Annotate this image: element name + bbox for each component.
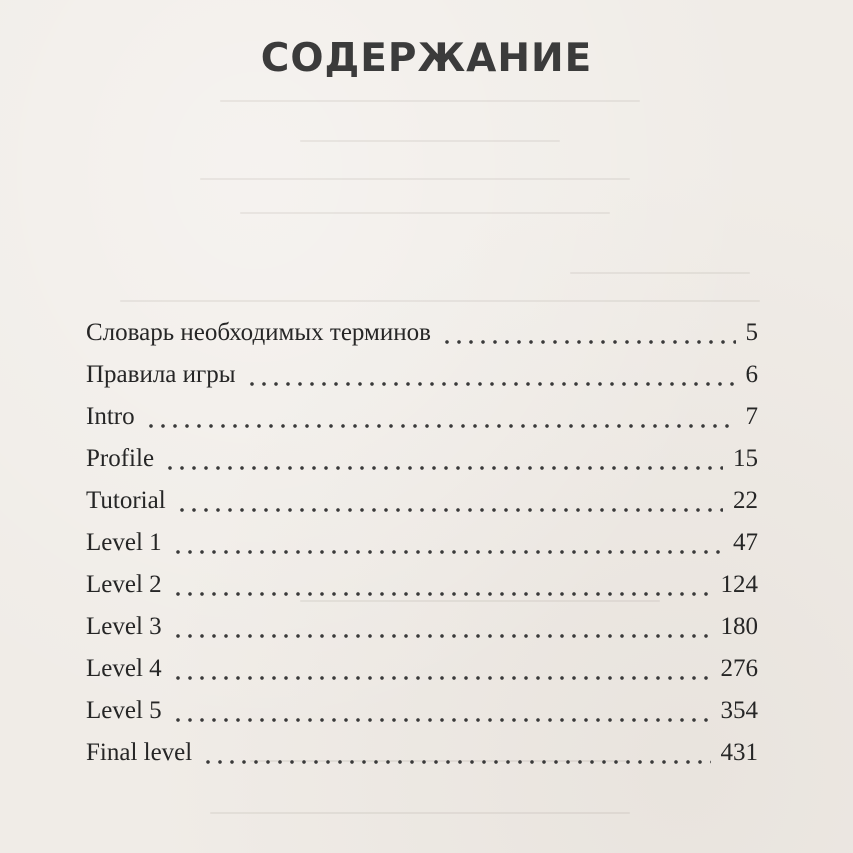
toc-entry-page-number: 15	[733, 445, 758, 472]
toc-entry	[86, 396, 758, 438]
toc-entry-title: Profile	[86, 445, 155, 472]
toc-entry-title: Intro	[86, 403, 135, 430]
dot-leader	[176, 506, 723, 514]
toc-entry	[86, 312, 758, 354]
toc-entry-page-number: 6	[745, 361, 758, 388]
toc-entry-title: Словарь необходимых терминов	[86, 319, 431, 346]
toc-entry	[86, 354, 758, 396]
show-through-line	[120, 300, 760, 302]
toc-entry-page-number: 276	[720, 655, 758, 682]
dot-leader	[145, 422, 736, 430]
dot-leader	[172, 716, 711, 724]
show-through-line	[300, 140, 560, 142]
toc-entry-page-number: 124	[720, 571, 758, 598]
toc-entry-page-number: 5	[745, 319, 758, 346]
toc-entry-title: Level 2	[86, 571, 162, 598]
toc-entry	[86, 564, 758, 606]
toc-entry	[86, 732, 758, 774]
dot-leader	[202, 758, 710, 766]
toc-entry-title: Level 3	[86, 613, 162, 640]
page-title: СОДЕРЖАНИЕ	[260, 36, 593, 81]
show-through-line	[220, 100, 640, 102]
dot-leader	[172, 548, 723, 556]
toc-entry	[86, 438, 758, 480]
toc-entry	[86, 648, 758, 690]
toc-entry-page-number: 47	[733, 529, 758, 556]
toc-entry	[86, 522, 758, 564]
dot-leader	[246, 380, 736, 388]
dot-leader	[441, 338, 736, 346]
show-through-line	[200, 178, 630, 180]
show-through-line	[210, 812, 630, 814]
toc-entry	[86, 606, 758, 648]
table-of-contents	[86, 312, 758, 774]
toc-entry-title: Tutorial	[86, 487, 166, 514]
toc-entry	[86, 690, 758, 732]
show-through-line	[570, 272, 750, 274]
toc-entry-title: Level 1	[86, 529, 162, 556]
toc-entry-page-number: 7	[745, 403, 758, 430]
dot-leader	[172, 674, 711, 682]
toc-entry-title: Level 5	[86, 697, 162, 724]
toc-entry-page-number: 22	[733, 487, 758, 514]
toc-entry-page-number: 354	[720, 697, 758, 724]
dot-leader	[164, 464, 723, 472]
dot-leader	[172, 590, 711, 598]
show-through-line	[240, 212, 610, 214]
toc-entry-title: Level 4	[86, 655, 162, 682]
toc-entry-title: Правила игры	[86, 361, 236, 388]
toc-entry-page-number: 431	[720, 739, 758, 766]
dot-leader	[172, 632, 711, 640]
toc-entry-title: Final level	[86, 739, 193, 766]
toc-entry	[86, 480, 758, 522]
toc-entry-page-number: 180	[720, 613, 758, 640]
